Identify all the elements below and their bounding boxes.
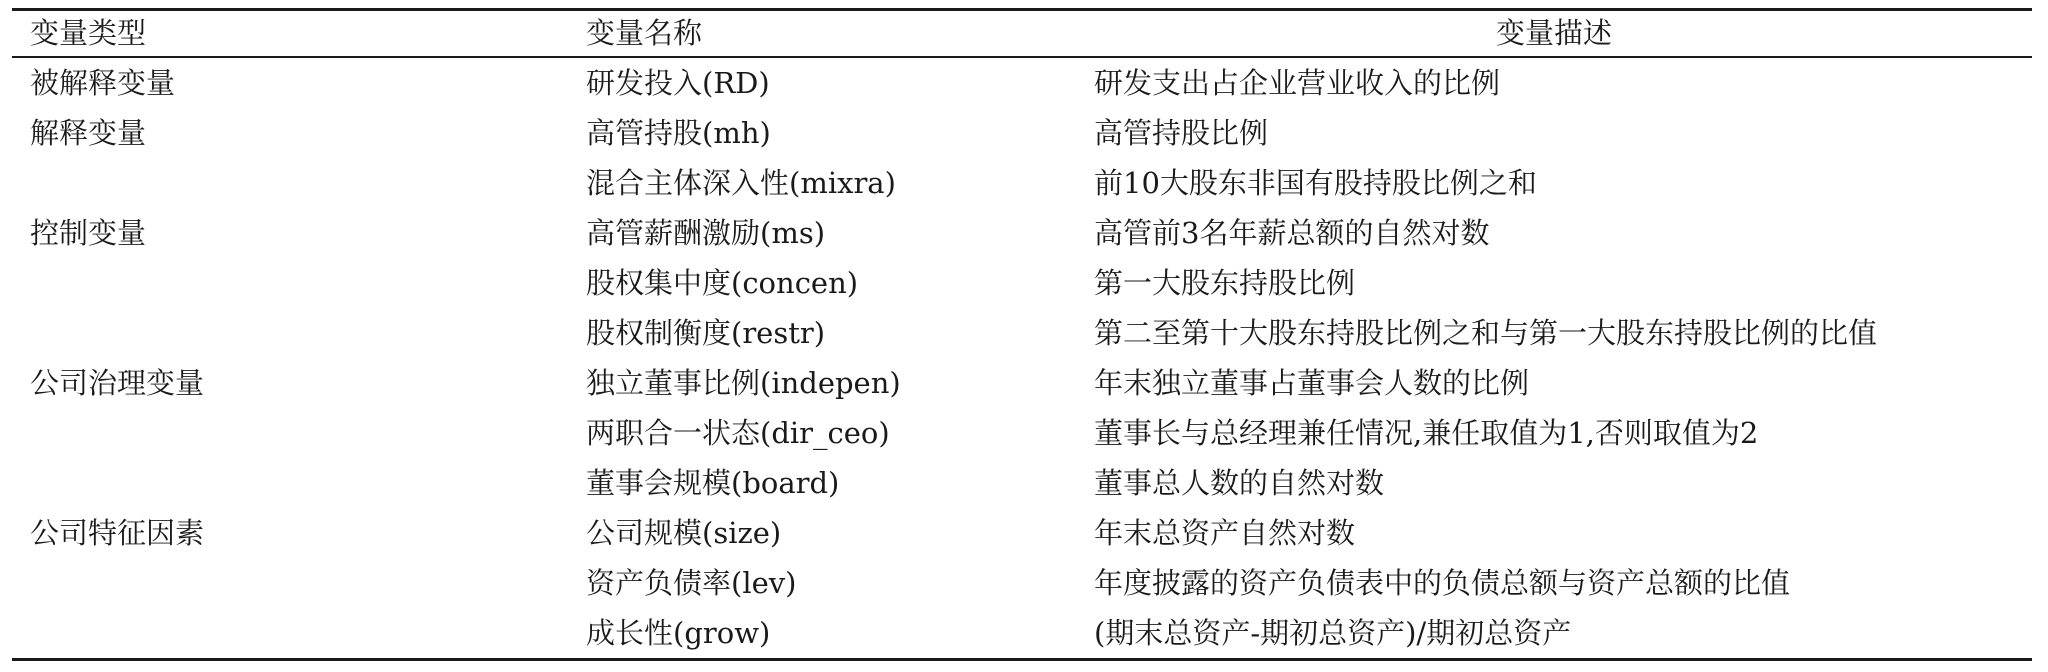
header-variable-type: 变量类型 xyxy=(30,16,147,50)
cell-variable-type: 解释变量 xyxy=(30,116,147,150)
cell-variable-type xyxy=(12,458,568,508)
table-header xyxy=(12,10,2032,58)
table-row xyxy=(12,258,2032,308)
header-variable-description: 变量描述 xyxy=(1495,16,1612,50)
cell-variable-type xyxy=(12,308,568,358)
table-row xyxy=(12,458,2032,508)
cell-variable-description: 董事长与总经理兼任情况,兼任取值为1,否则取值为2 xyxy=(1094,416,1759,450)
variable-definition-table-container xyxy=(12,8,2032,661)
cell-variable-type xyxy=(12,408,568,458)
table-row xyxy=(12,358,2032,408)
cell-variable-description: 第一大股东持股比例 xyxy=(1094,266,1356,300)
cell-variable-name: 董事会规模(board) xyxy=(586,466,840,500)
header-variable-name: 变量名称 xyxy=(586,16,703,50)
header-row xyxy=(12,10,2032,58)
cell-variable-name: 公司规模(size) xyxy=(586,516,782,550)
table-row xyxy=(12,558,2032,608)
cell-variable-description: 研发支出占企业营业收入的比例 xyxy=(1094,66,1501,100)
table-row xyxy=(12,57,2032,108)
cell-variable-type: 公司特征因素 xyxy=(30,516,205,550)
table-row xyxy=(12,208,2032,258)
table-row xyxy=(12,158,2032,208)
cell-variable-description: 高管前3名年薪总额的自然对数 xyxy=(1094,216,1490,250)
cell-variable-name: 高管薪酬激励(ms) xyxy=(586,216,826,250)
cell-variable-name: 研发投入(RD) xyxy=(586,66,770,100)
cell-variable-name: 资产负债率(lev) xyxy=(586,566,797,600)
cell-variable-description: 第二至第十大股东持股比例之和与第一大股东持股比例的比值 xyxy=(1094,316,1878,350)
cell-variable-name: 两职合一状态(dir_ceo) xyxy=(586,416,890,450)
cell-variable-type xyxy=(12,158,568,208)
cell-variable-name: 股权制衡度(restr) xyxy=(586,316,826,350)
table-row xyxy=(12,308,2032,358)
cell-variable-type xyxy=(12,558,568,608)
cell-variable-type xyxy=(12,258,568,308)
cell-variable-name: 混合主体深入性(mixra) xyxy=(586,166,896,200)
cell-variable-type: 控制变量 xyxy=(30,216,147,250)
table-row xyxy=(12,608,2032,660)
table-row xyxy=(12,408,2032,458)
cell-variable-type: 公司治理变量 xyxy=(30,366,205,400)
cell-variable-name: 独立董事比例(indepen) xyxy=(586,366,901,400)
cell-variable-name: 股权集中度(concen) xyxy=(586,266,859,300)
cell-variable-description: 年末总资产自然对数 xyxy=(1094,516,1356,550)
cell-variable-name: 高管持股(mh) xyxy=(586,116,771,150)
cell-variable-description: (期末总资产-期初总资产)/期初总资产 xyxy=(1094,616,1572,650)
cell-variable-description: 年末独立董事占董事会人数的比例 xyxy=(1094,366,1530,400)
cell-variable-description: 年度披露的资产负债表中的负债总额与资产总额的比值 xyxy=(1094,566,1791,600)
table-body xyxy=(12,57,2032,660)
table-row xyxy=(12,508,2032,558)
cell-variable-description: 董事总人数的自然对数 xyxy=(1094,466,1385,500)
cell-variable-name: 成长性(grow) xyxy=(586,616,771,650)
table-row xyxy=(12,108,2032,158)
cell-variable-type: 被解释变量 xyxy=(30,66,176,100)
cell-variable-description: 前10大股东非国有股持股比例之和 xyxy=(1094,166,1537,200)
cell-variable-description: 高管持股比例 xyxy=(1094,116,1269,150)
variable-definition-table xyxy=(12,8,2032,661)
cell-variable-type xyxy=(12,608,568,660)
